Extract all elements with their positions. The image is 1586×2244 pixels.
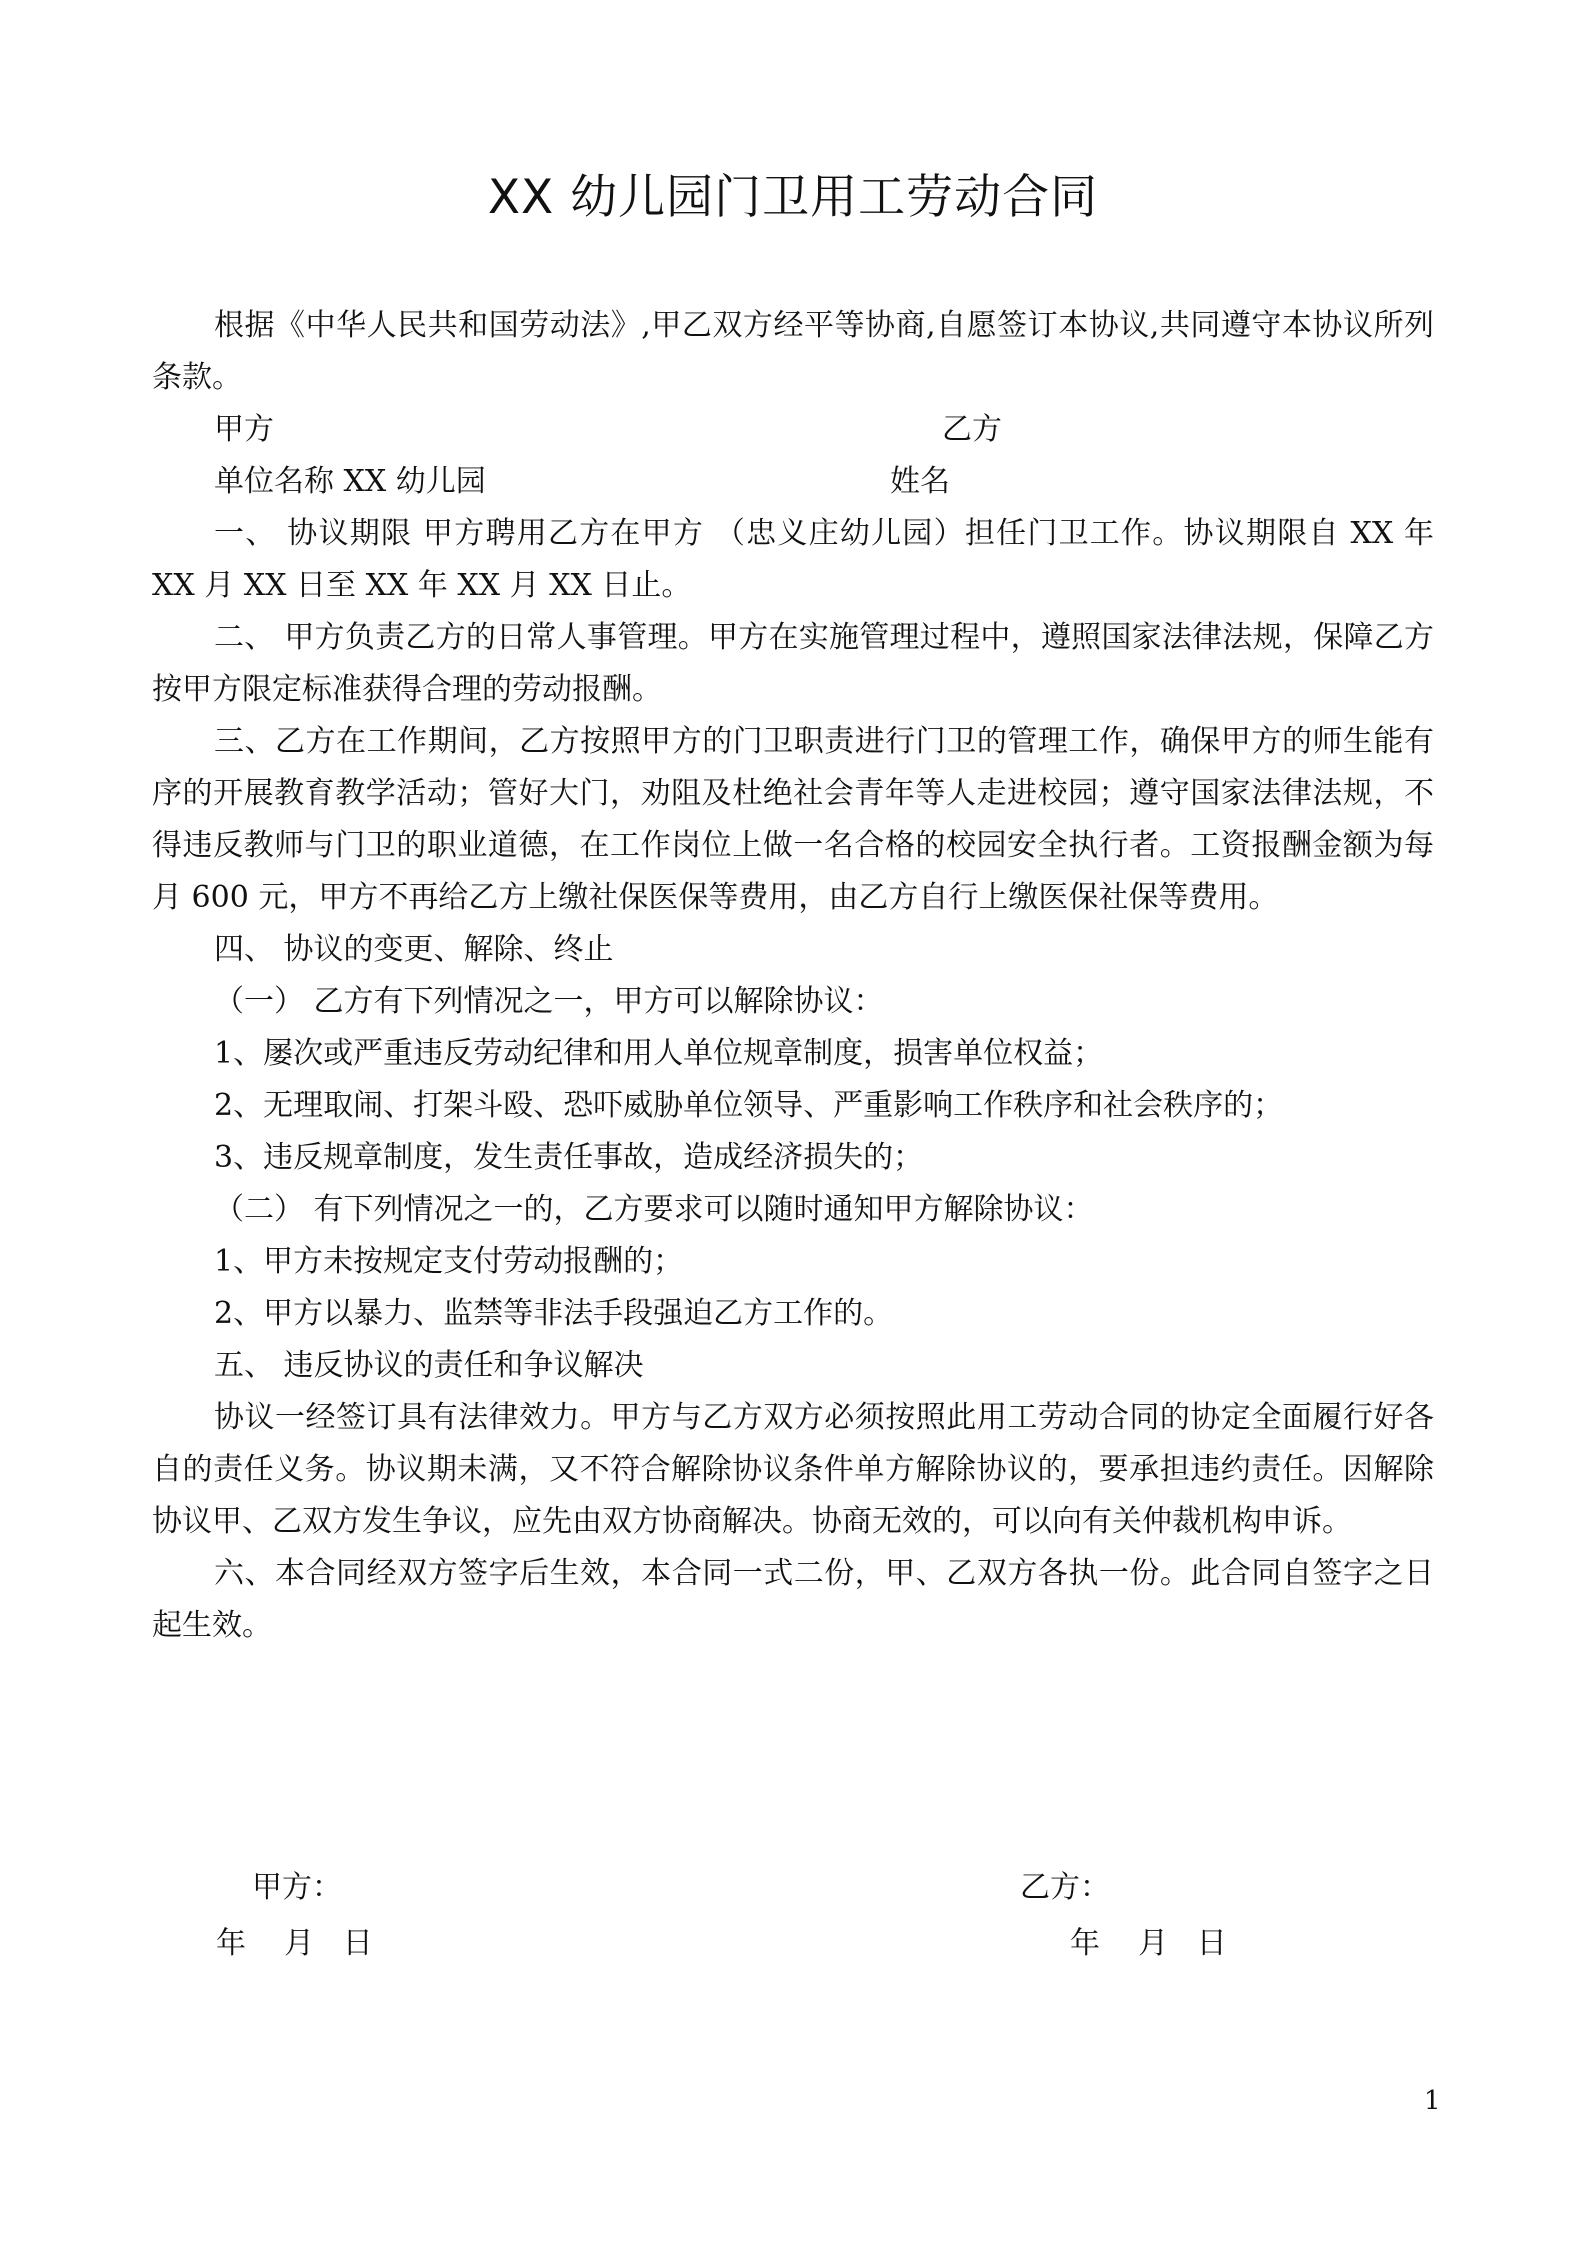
clause-6: 六、本合同经双方签字后生效，本合同一式二份，甲、乙双方各执一份。此合同自签字之日起生效。: [152, 1556, 1434, 1643]
sign-party-a: 甲方：: [252, 1870, 342, 1905]
name-label: 姓名: [890, 464, 950, 499]
sign-party-b: 乙方：: [1020, 1870, 1110, 1905]
item-1-1: 1、屡次或严重违反劳动纪律和用人单位规章制度，损害单位权益；: [214, 1036, 1104, 1071]
clause-5-heading: 五、 违反协议的责任和争议解决: [214, 1348, 644, 1383]
party-b-label: 乙方: [942, 412, 1002, 447]
item-2-2: 2、甲方以暴力、监禁等非法手段强迫乙方工作的。: [214, 1296, 894, 1331]
sub-clause-2: （二） 有下列情况之一的，乙方要求可以随时通知甲方解除协议：: [214, 1192, 1094, 1227]
page-number: 1: [1424, 2086, 1441, 2116]
date-party-a: 年 月 日: [216, 1926, 373, 1961]
intro-paragraph: 根据《中华人民共和国劳动法》,甲乙双方经平等协商,自愿签订本协议,共同遵守本协议所列条款。: [152, 308, 1434, 395]
clause-1: 一、 协议期限 甲方聘用乙方在甲方 （忠义庄幼儿园）担任门卫工作。协议期限自 XX 年 XX 月 XX 日至 XX 年 XX 月 XX 日止。: [152, 516, 1434, 603]
clause-4-heading: 四、 协议的变更、解除、终止: [214, 932, 614, 967]
clause-3: 三、乙方在工作期间，乙方按照甲方的门卫职责进行门卫的管理工作，确保甲方的师生能有序的开展教育教学活动；管好大门，劝阻及杜绝社会青年等人走进校园；遵守国家法律法规，不得违反教师与门卫的职业道德，在工作岗位上做一名合格的校园安全执行者。工资报酬金额为每月 600 元，甲方不再给乙方上缴社保医保等费用，由乙方自行上缴医保社保等费用。: [152, 724, 1434, 915]
date-party-b: 年 月 日: [1070, 1926, 1227, 1961]
item-1-2: 2、无理取闹、打架斗殴、恐吓威胁单位领导、严重影响工作秩序和社会秩序的；: [214, 1088, 1284, 1123]
document-body: [152, 300, 1434, 1652]
sub-clause-1: （一） 乙方有下列情况之一，甲方可以解除协议：: [214, 984, 884, 1019]
document-title: XX 幼儿园门卫用工劳动合同: [487, 170, 1099, 225]
item-2-1: 1、甲方未按规定支付劳动报酬的；: [214, 1244, 684, 1279]
party-details-row: [152, 456, 1434, 508]
party-labels-row: [152, 404, 1434, 456]
item-1-3: 3、违反规章制度，发生责任事故，造成经济损失的；: [214, 1140, 924, 1175]
clause-5-text: 协议一经签订具有法律效力。甲方与乙方双方必须按照此用工劳动合同的协定全面履行好各自的责任义务。协议期未满，又不符合解除协议条件单方解除协议的，要承担违约责任。因解除协议甲、乙双方发生争议，应先由双方协商解决。协商无效的，可以向有关仲裁机构申诉。: [152, 1400, 1434, 1539]
clause-2: 二、 甲方负责乙方的日常人事管理。甲方在实施管理过程中，遵照国家法律法规，保障乙方按甲方限定标准获得合理的劳动报酬。: [152, 620, 1434, 707]
party-a-label: 甲方: [214, 412, 274, 447]
unit-name: 单位名称 XX 幼儿园: [214, 464, 486, 499]
